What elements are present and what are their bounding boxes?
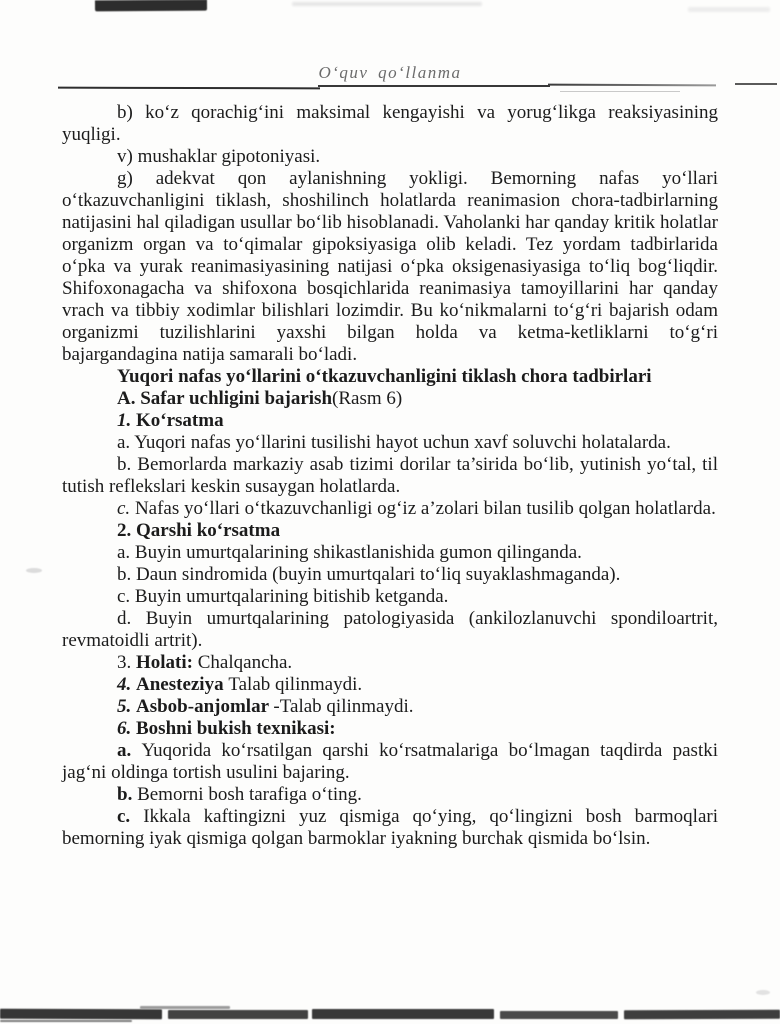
text-run: A. Safar uchligini bajarish bbox=[117, 388, 333, 409]
text-run: a. bbox=[117, 740, 142, 761]
text-run: 6. bbox=[117, 718, 136, 739]
text-run: 1. bbox=[117, 410, 136, 431]
text-run: Ikkala kaftingizni yuz qismiga qo‘ying, qo‘lingizni bosh barmoqlari bemorning iyak qismiga qolgan barmoklar iyakning burchak qismida bo‘lsin. bbox=[62, 806, 718, 849]
right-margin-smudge bbox=[756, 990, 770, 995]
step-a-safar-triple bbox=[62, 388, 718, 410]
text-run: d. Buyin umurtqalarining patologiyasida (ankilozlanuvchi spondiloartrit, revmatoidli artrit). bbox=[62, 608, 718, 651]
running-header-title: O‘quv qo‘llanma bbox=[318, 63, 462, 82]
text-run: Anesteziya bbox=[136, 674, 229, 695]
top-smudge-artifact bbox=[688, 7, 770, 12]
bottom-edge-dash bbox=[500, 1011, 618, 1019]
technique-c bbox=[62, 806, 718, 850]
indication-b bbox=[62, 454, 718, 498]
text-run: Holati: bbox=[136, 652, 193, 673]
top-smudge-artifact bbox=[292, 2, 482, 6]
text-run: 5. bbox=[117, 696, 136, 717]
item-b-pupil-reaction bbox=[62, 102, 718, 146]
step-3-position bbox=[62, 652, 718, 674]
bottom-edge-dash bbox=[0, 1009, 162, 1020]
header-rule-segment bbox=[548, 84, 716, 87]
contraindication-a bbox=[62, 542, 718, 564]
text-run: 3. bbox=[117, 652, 136, 673]
section-heading-airway-restore bbox=[62, 366, 718, 388]
indication-a bbox=[62, 432, 718, 454]
contraindication-d bbox=[62, 608, 718, 652]
text-run: 4. bbox=[117, 674, 136, 695]
header-rule-segment bbox=[560, 91, 680, 92]
bottom-edge-dash bbox=[312, 1009, 494, 1019]
technique-b bbox=[62, 784, 718, 806]
bottom-edge-dash bbox=[624, 1010, 780, 1020]
text-run: Talab qilinmaydi. bbox=[228, 674, 363, 695]
text-run: Asbob-anjomlar bbox=[136, 696, 274, 717]
text-run: a. Yuqori nafas yo‘llarini tusilishi hayot uchun xavf soluvchi holatalarda. bbox=[117, 432, 671, 453]
text-run: b) ko‘z qorachig‘ini maksimal kengayishi va yorug‘likga reaksiyasining yuqligi. bbox=[62, 102, 718, 145]
left-margin-smudge bbox=[26, 568, 42, 573]
text-run: c. bbox=[117, 806, 144, 827]
step-4-anesthesia bbox=[62, 674, 718, 696]
bottom-edge-dash bbox=[140, 1006, 230, 1009]
text-run: g) adekvat qon aylanishning yokligi. Bemorning nafas yo‘llari o‘tkazuvchanligini tiklash, shoshilinch holatlarda reanimasion chora-tadbirlarning natijasini hal qiladigan usullar bo‘lib hisoblanadi. Vaholanki har qanday kritik holatlar organizm organ va to‘qimalar gipoksiyasiga olib keladi. Tez yordam tadbirlarida o‘pka va yurak reanimasiyasining natijasi o‘pka oksigenasiyasiga to‘liq bog‘liqdir. Shifoxonagacha va shifoxona bosqichlarida reanimasiya tamoyillarini har qanday vrach va tibbiy xodimlar bilishlari lozimdir. Bu ko‘nikmalarni to‘g‘ri bajarish odam organizmi tuzilishlarini yaxshi bilgan holda va ketma-ketliklarni to‘g‘ri bajargandagina natija samarali bo‘ladi. bbox=[62, 168, 718, 365]
text-run: a. Buyin umurtqalarining shikastlanishida gumon qilinganda. bbox=[117, 542, 582, 563]
text-run: -Talab qilinmaydi. bbox=[273, 696, 414, 717]
top-ink-bar-artifact bbox=[95, 0, 207, 11]
text-run: Ko‘rsatma bbox=[136, 410, 224, 431]
technique-a bbox=[62, 740, 718, 784]
text-run: v) mushaklar gipotoniyasi. bbox=[117, 146, 321, 167]
text-run: b. bbox=[117, 784, 138, 805]
header-rule-segment bbox=[318, 85, 550, 87]
contraindication-b bbox=[62, 564, 718, 586]
header-rule-segment bbox=[58, 87, 320, 90]
contraindication-c bbox=[62, 586, 718, 608]
bottom-edge-dash bbox=[168, 1010, 308, 1019]
text-run: b. Bemorlarda markaziy asab tizimi dorilar ta’sirida bo‘lib, yutinish yo‘tal, til tutish reflekslari keskin susaygan holatlarda. bbox=[62, 454, 718, 497]
item-v-muscle-hypotonia bbox=[62, 146, 718, 168]
text-run: b. Daun sindromida (buyin umurtqalari to‘liq suyaklashmaganda). bbox=[117, 564, 621, 585]
text-run: Chalqancha. bbox=[193, 652, 293, 673]
text-run: (Rasm 6) bbox=[332, 388, 403, 409]
text-run: Yuqorida ko‘rsatilgan qarshi ko‘rsatmalariga bo‘lmagan taqdirda pastki jag‘ni oldinga tortish usulini bajaring. bbox=[62, 740, 719, 783]
text-run: Boshni bukish texnikasi: bbox=[136, 718, 336, 739]
bottom-edge-artifact bbox=[0, 1004, 780, 1024]
indication-c bbox=[62, 498, 718, 520]
text-run: Bemorni bosh tarafiga o‘ting. bbox=[137, 784, 362, 805]
text-run: Yuqori nafas yo‘llarini o‘tkazuvchanligini tiklash chora tadbirlari bbox=[117, 366, 652, 387]
step-1-indication-heading bbox=[62, 410, 718, 432]
text-run: c. Buyin umurtqalarining bitishib ketganda. bbox=[117, 586, 449, 607]
header-rule-segment bbox=[735, 83, 777, 85]
item-g-circulation bbox=[62, 168, 718, 366]
bottom-edge-dash bbox=[0, 1020, 132, 1022]
step-2-contraindication-heading bbox=[62, 520, 718, 542]
document-body bbox=[62, 102, 718, 850]
text-run: c. bbox=[117, 498, 135, 519]
text-run: Nafas yo‘llari o‘tkazuvchanligi og‘iz a’zolari bilan tusilib qolgan holatlarda. bbox=[134, 498, 716, 519]
step-5-instruments bbox=[62, 696, 718, 718]
step-6-technique-heading bbox=[62, 718, 718, 740]
text-run: 2. Qarshi ko‘rsatma bbox=[117, 520, 281, 541]
